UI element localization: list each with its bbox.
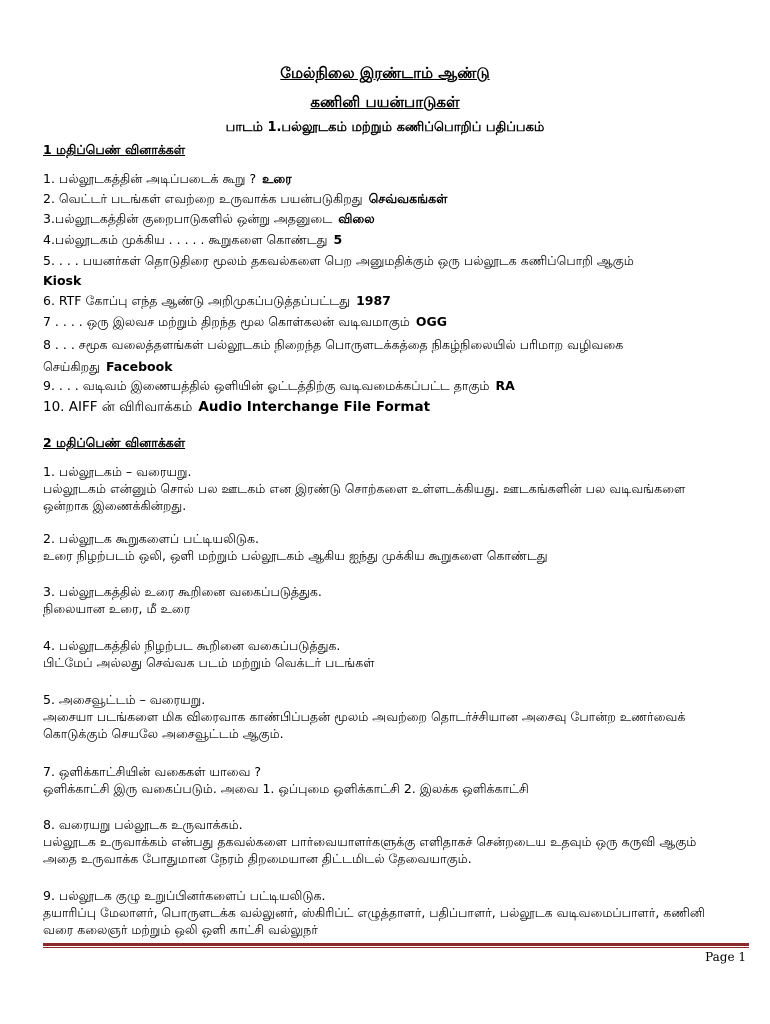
question-text: 7. ஒளிக்காட்சியின் வகைகள் யாவை ?	[43, 764, 262, 779]
short-answer-item	[43, 637, 733, 671]
mcq-item	[43, 334, 733, 378]
short-answer-item	[43, 887, 733, 938]
mcq-item	[43, 211, 375, 228]
section-heading-2mark: 2 மதிப்பெண் வினாக்கள்	[43, 435, 186, 450]
short-answer-item	[43, 763, 733, 797]
answer-text: தயாரிப்பு மேலாளர், பொருளடக்க வல்லுனர், ஸ்கிரிப்ட் எழுத்தாளர், பதிப்பாளர், பல்லூடக வடிவமைப்பாளர், கணினி வரை கலைஞர் மற்றும் ஒலி ஒளி காட்சி வல்லுநர்	[43, 905, 705, 937]
short-answer-item	[43, 691, 733, 742]
mcq-item	[43, 232, 342, 249]
mcq-item	[43, 293, 391, 310]
question-text: 5. அசைவூட்டம் – வரையறு.	[43, 692, 206, 707]
question-text: 1. பல்லூடகம் – வரையறு.	[43, 464, 192, 479]
mcq-question: 9. . . . வடிவம் இணையத்தில் ஒளியின் ஓட்டத்திற்கு வடிவமைக்கப்பட்ட தாகும்	[43, 378, 490, 393]
mcq-item	[43, 314, 447, 331]
mcq-answer: RA	[495, 378, 515, 393]
mcq-question: 6. RTF கோப்பு எந்த ஆண்டு அறிமுகப்படுத்தப்பட்டது	[43, 293, 351, 308]
mcq-question: 7 . . . . ஒரு இலவச மற்றும் திறந்த மூல கொள்கலன் வடிவமாகும்	[43, 314, 410, 329]
short-answer-item	[43, 583, 733, 617]
mcq-question: 3.பல்லூடகத்தின் குறைபாடுகளில் ஒன்று அதனுடை	[43, 211, 333, 226]
lesson-title: பாடம் 1.பல்லூடகம் மற்றும் கணிப்பொறிப் பதிப்பகம்	[225, 120, 545, 135]
answer-text: அசையா படங்களை மிக விரைவாக காண்பிப்பதன் மூலம் அவற்றை தொடர்ச்சியான அசைவு போன்ற உணர்வைக் கொடுக்கும் செயலே அசைவூட்டம் ஆகும்.	[43, 709, 686, 741]
mcq-answer: விலை	[338, 211, 375, 226]
footer-divider-thin	[43, 947, 749, 948]
question-text: 9. பல்லூடக குழு உறுப்பினர்களைப் பட்டியலிடுக.	[43, 888, 326, 903]
mcq-question: 10. AIFF ன் விரிவாக்கம்	[43, 399, 193, 415]
page-number: Page 1	[705, 950, 746, 964]
subject-title: கணினி பயன்பாடுகள்	[310, 93, 460, 111]
mcq-answer: 5	[333, 232, 343, 247]
answer-text: உரை நிழற்படம் ஒலி, ஒளி மற்றும் பல்லூடகம் ஆகிய ஐந்து முக்கிய கூறுகளை கொண்டது	[43, 548, 548, 563]
mcq-item	[43, 171, 292, 188]
answer-text: பல்லூடக உருவாக்கம் என்பது தகவல்களை பார்வையாளர்களுக்கு எளிதாகச் சென்றடைய உதவும் ஒரு கருவி ஆகும் அதை உருவாக்க போதுமான நேரம் திறமையான திட்டமிடல் தேவையாகும்.	[43, 834, 697, 866]
question-text: 2. பல்லூடக கூறுகளைப் பட்டியலிடுக.	[43, 531, 259, 546]
mcq-item	[43, 378, 515, 395]
question-text: 3. பல்லூடகத்தில் உரை கூறினை வகைப்படுத்துக.	[43, 584, 322, 599]
mcq-answer: OGG	[415, 314, 447, 329]
mcq-question: 4.பல்லூடகம் முக்கிய . . . . . கூறுகளை கொண்டது	[43, 232, 328, 247]
short-answer-item	[43, 463, 733, 514]
mcq-item	[43, 399, 430, 417]
mcq-answer: Facebook	[105, 359, 173, 374]
answer-text: பல்லூடகம் என்னும் சொல் பல ஊடகம் என இரண்டு சொற்களை உள்ளடக்கியது. ஊடகங்களின் பல வடிவங்களை ஒன்றாக இணைக்கின்றது.	[43, 481, 686, 513]
mcq-question: 2. வெட்டர் படங்கள் எவற்றை உருவாக்க பயன்படுகிறது	[43, 191, 363, 206]
mcq-item	[43, 251, 733, 291]
short-answer-item	[43, 530, 733, 564]
document-title: மேல்நிலை இரண்டாம் ஆண்டு	[280, 64, 490, 82]
question-text: 8. வரையறு பல்லூடக உருவாக்கம்.	[43, 817, 243, 832]
section-heading-1mark: 1 மதிப்பெண் வினாக்கள்	[43, 142, 186, 157]
mcq-answer: செவ்வகங்கள்	[368, 191, 448, 206]
answer-text: ஒளிக்காட்சி இரு வகைப்படும். அவை 1. ஒப்புமை ஒளிக்காட்சி 2. இலக்க ஒளிக்காட்சி	[43, 781, 529, 796]
mcq-item	[43, 191, 447, 208]
mcq-answer: Kiosk	[43, 273, 82, 288]
short-answer-item	[43, 816, 733, 867]
mcq-question: 8 . . . சமூக வலைத்தளங்கள் பல்லூடகம் நிறைந்த பொருளடக்கத்தை நிகழ்நிலையில் பரிமாற வழிவகை செய்கிறது	[43, 337, 624, 374]
mcq-question: 5. . . . பயனர்கள் தொடுதிரை மூலம் தகவல்களை பெற அனுமதிக்கும் ஒரு பல்லூடக கணிப்பொறி ஆகும்	[43, 253, 634, 268]
question-text: 4. பல்லூடகத்தில் நிழற்பட கூறினை வகைப்படுத்துக.	[43, 638, 341, 653]
mcq-answer: உரை	[262, 171, 292, 186]
mcq-answer: 1987	[356, 293, 391, 308]
footer-divider	[43, 943, 749, 946]
mcq-question: 1. பல்லூடகத்தின் அடிப்படைக் கூறு ?	[43, 171, 257, 186]
mcq-answer: Audio Interchange File Format	[198, 399, 431, 415]
answer-text: நிலையான உரை, மீ உரை	[43, 601, 191, 616]
answer-text: பிட்மேப் அல்லது செவ்வக படம் மற்றும் வெக்டர் படங்கள்	[43, 655, 375, 670]
